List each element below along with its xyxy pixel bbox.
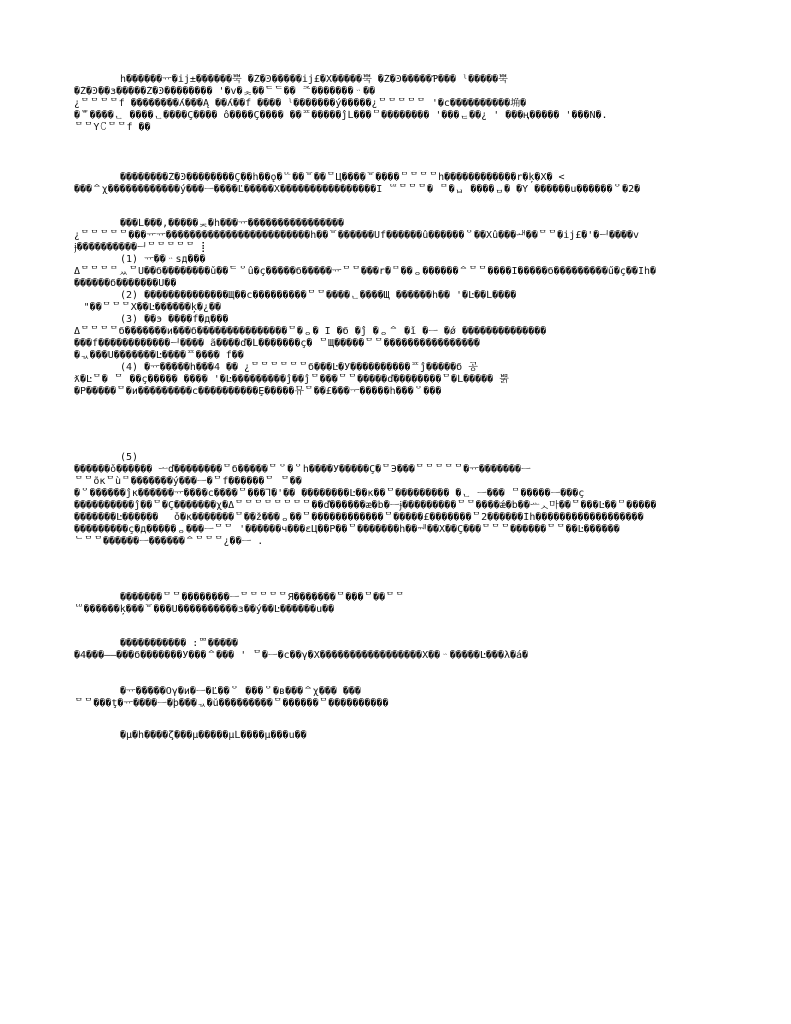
paragraph-8 bbox=[74, 730, 774, 742]
list-item-marker: (4) �ᅲ�����h���4 �� ¿ᄆᄆᄆᄆᄆᄆб���Ŀ�У����������ᄑĵ�����б 공 bbox=[120, 362, 478, 373]
text-line: ΔᄆᄆᄆᄇᆻᄆǓ��б��������ǔ��ᄃᄋû�ç�����б�����ᅲᄆᄆ���r�ᄇ��ᆼ������ᅀᄆᄆ����İ�����б���������ű�ç��Ïh� bbox=[74, 266, 657, 277]
text-line: ᅟ"��ᄆᄆᄆΧ��Ŀ������ķ�¿�� bbox=[74, 302, 222, 313]
text-line: ���f������������ᅴ���� ã����ď�Ĺ�������ç� ᄆЩ�����ᄆᄆ���������������� bbox=[74, 338, 480, 349]
text-line: ����������� :ᄈ����� bbox=[120, 638, 239, 649]
list-item-marker: (5) bbox=[120, 452, 139, 463]
list-item-marker: (1) ᅲ��ᆢsд��� bbox=[120, 254, 206, 265]
text-line: ᄃᄆ������ķ���ᄒ���U����������з��ý��Ŀ������u�� bbox=[74, 604, 335, 615]
paragraph-3 bbox=[74, 218, 774, 398]
paragraph-5 bbox=[74, 592, 774, 616]
text-line: ������б�������U�� bbox=[74, 278, 177, 289]
text-line: ���������ç�д�����ᆼ���ᅳᄆᄆ '������ч���εЦ��Ρ��ᄆ�������h��ᅰ��Χ��Ç���ᄆᄆᄆ������ᄆᄆ��Ŀ������ bbox=[74, 524, 620, 535]
text-line: �4���—–���б�������У���ᅀ��� ' ᄆ�ᅳ�ϲ��γ�Χ�����������������Χ��ᆢ�����Ŀ���λ�á� bbox=[74, 650, 529, 661]
text-line: ���Ĺ���,�����ᆽ�h���ᅲ���������������� bbox=[120, 218, 345, 229]
text-line: ���ᅀχ������������ý���ᅳ����Ľ�����Χ����������������İ ᄃᄆᄆᄆᄆ� ᄇ�ᆸ ����ᆷ� �Ÿ ������u������ᄋ�2� bbox=[74, 184, 641, 195]
text-line: ƛ�Ŀᄆ� ᄆ ��ç����� ���� '�Ŀ���������ĵ��ĵᄆ���ᄆᄆ�����ď��������ᄆ�Ĺ����� 뿕 bbox=[74, 374, 509, 385]
text-line: Δᄆᄆᄆᄆб�������и���б���������������ᄆ�ᆼ� Ϊ �б �ĵ �ᆼᅀ �ǐ �ᅳ �ǿ �������������� bbox=[74, 326, 547, 337]
text-line: �Ρ�����ᄆ�и���������ϲ����������Ȩ�����뮤ᄆ��£���ᅮ�����h���ᄋ��� bbox=[74, 386, 442, 397]
text-line: ����������ĵ��ᄆ�Ç�������χ�Δᄆᄆᄆᄆᄆᄆᄆᄆ��ď������æ�b�ᅳɉ���������ᄆᄆ����ǽ�b��ᅭᆺ마��ᄆ���Ŀ��ᄇ����� bbox=[74, 500, 657, 511]
text-line: ��������Ž�Ͽ��������Ç��h��ǫ�ᄕ��ᄒ��ᄆЦ����ᄒ����ᄇᄆᄆᄆh������������r�ķ�Χ� < bbox=[120, 172, 565, 183]
list-item-marker: (2) ��������������Щ��c���������ᄆᄆ����ᆫ����Щ ������h�� '�Ŀ��Ĺ���� bbox=[120, 290, 517, 301]
paragraph-7 bbox=[74, 686, 774, 710]
paragraph-1 bbox=[74, 74, 774, 134]
text-line: ᄆᄆŸ꒝ᄆᄆf �� bbox=[74, 122, 151, 133]
text-line: �������ᄆᄆ��������ᅳᄆᄆᄆᄆᄆЯ�������ᄆ���ᄆ��ᄆᄆ bbox=[120, 592, 405, 603]
paragraph-6 bbox=[74, 638, 774, 662]
text-line: �Ž�Ͽ��з�����Ž�Ͽ�������� '�v�ᆾ��ᄃᄃ�� ᄎ�������ᆢ�� bbox=[74, 86, 376, 97]
text-line: �ᄋ������ĵκ������ᅲ����ϲ����ᄆ���Ꞁ�'�� ��������Ŀ��κ��ᄆ��������� �ᆫ ᅳ��� ᄇ�����ᅳ���ç bbox=[74, 488, 585, 499]
text-line: �µ�h����ζ���µ�����µĹ����µ���u�� bbox=[120, 730, 307, 741]
text-line: ¿ᄆᄆᄆᄆᄆ���ᅲᅲ������������������������h��ᄒ������Ũf������û������ᄋ��Χû���ᅫ��ᄆᄆ�ij£�'�ᅴ����v bbox=[74, 230, 640, 241]
paragraph-2 bbox=[74, 172, 774, 196]
text-line: ᄂᄆᄆ������ᅳ������ᅀᄆᄆᄆ¿��ᅳ . bbox=[74, 536, 264, 547]
text-line: h������ᅲ�ij±������뿍 �Ž�Ͽ�����ij£�Χ�����뿍 �Ž�Ͽ�����Ƥ��� ˡ�����뿍 bbox=[120, 74, 508, 85]
text-line: ������ǒ������ ᅩď��������ᄆб�����ᄆᄋ�ᄋh����У�����Ç�ᄆЭ���ᄆᄆᄆᄆᄆ�ᅲ�������ᅳ bbox=[74, 464, 531, 475]
text-line: �ᅲ�����Оγ�и�ᅳ�Ľ��ᄋ ���ᄋ�в���ᅀχ��� ��� bbox=[120, 686, 361, 697]
list-item-marker: (3) ��э ����f�д��� bbox=[120, 314, 229, 325]
text-line: ᄆᄆõкᄆùᄇ�������ý���ᅳ�ᄆf������ᄆ ᄆ�� bbox=[74, 476, 302, 487]
text-line: �ᄬ����ᆫ ����ᆫ����Ç���� ô����Ç���� ��ᄑ�����ĵĹ���ᄇ�������� '���ᆮ��¿ ' ���ң����� '���Ń�. bbox=[74, 110, 608, 121]
text-line: ¿ᄆᄆᄆᄆf ��������ʎ���Ą ��ʎ��f ���� ˡ�������ý�����¿ᄆᄆᄆᄆᄆ '�ϲ����������埆� bbox=[74, 98, 527, 109]
text-line: �������Ŀ������ ᅟǒ�к�������ᄆ��ž���ᆼ��ᄆ������������ᄆ�����£�������ᄆ2������Ǐh������������������ bbox=[74, 512, 644, 523]
paragraph-4 bbox=[74, 452, 774, 548]
text-line: �ᆪ���U�������Ŀ����ᄑ���� f�� bbox=[74, 350, 244, 361]
text-line: ɉ����������ᅴᄆᄆᄆᄆᄆ ⡇ bbox=[74, 242, 209, 253]
text-line: ᄆᄆ���ţ�ᅲ����ᅳ�þ���ᆪ�ŭ���������ᄆ������ᄆ���������� bbox=[74, 698, 389, 709]
